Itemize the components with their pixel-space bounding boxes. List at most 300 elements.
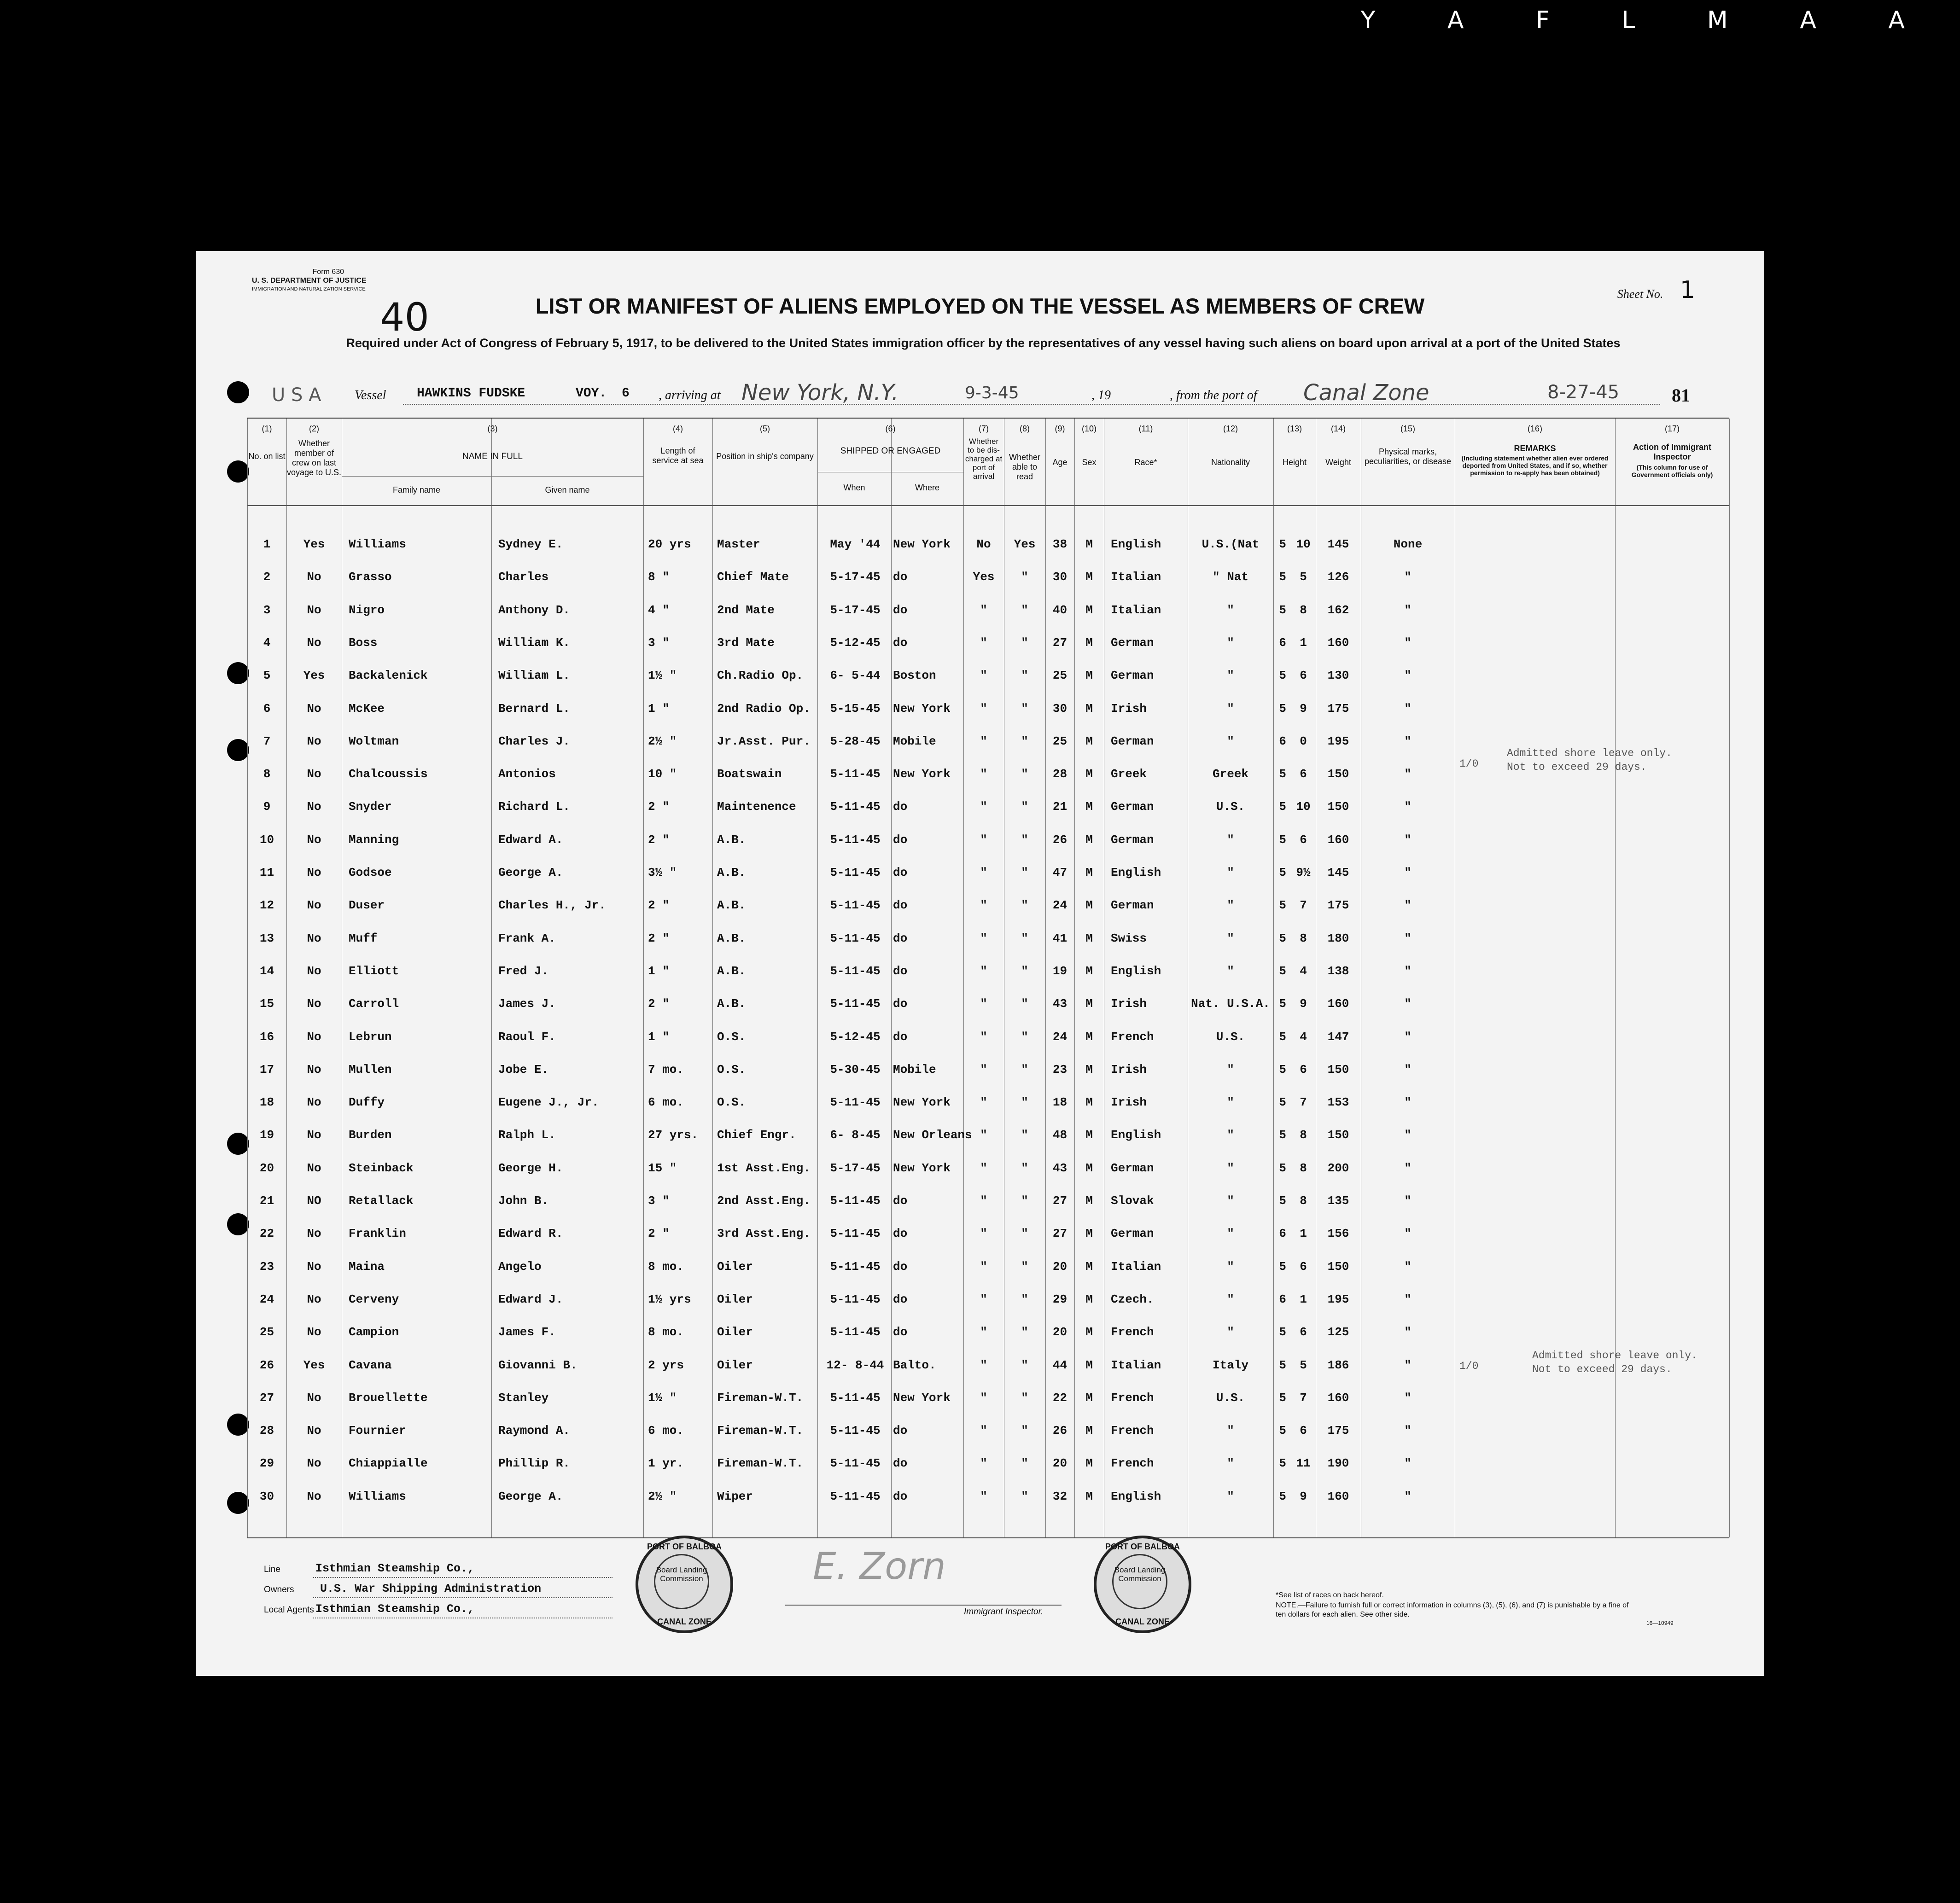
agents-label: Local Agents <box>264 1605 314 1615</box>
cell-position: 1st Asst.Eng. <box>717 1161 811 1175</box>
cell-age: 30 <box>1052 570 1068 584</box>
header-physical: Physical marks, peculiarities, or disease <box>1364 447 1452 466</box>
cell-read: Yes <box>1014 537 1036 551</box>
cell-where: New Orleans <box>893 1128 972 1142</box>
cell-length: 2 " <box>648 1227 670 1241</box>
col-num-17: (17) <box>1664 424 1680 433</box>
cell-discharged: " <box>980 866 987 879</box>
cell-age: 19 <box>1052 964 1068 978</box>
cell-read: " <box>1021 1095 1028 1110</box>
cell-sex: M <box>1085 1456 1093 1471</box>
cell-read: " <box>1021 1161 1028 1175</box>
cell-discharged: " <box>980 1456 987 1471</box>
seal-bottom: CANAL ZONE <box>657 1617 712 1626</box>
table-row <box>247 1382 1729 1414</box>
cell-member: No <box>307 832 321 847</box>
cell-physical: " <box>1404 1391 1412 1405</box>
cell-read: " <box>1021 603 1028 617</box>
cell-where: do <box>893 800 908 814</box>
cell-physical: " <box>1404 1095 1412 1110</box>
cell-discharged: " <box>980 767 987 781</box>
voyage-number: 6 <box>622 386 630 401</box>
table-row <box>247 1480 1729 1513</box>
cell-weight: 130 <box>1327 669 1349 683</box>
cell-when: 5-17-45 <box>830 570 881 584</box>
cell-read: " <box>1021 734 1028 748</box>
cell-race: French <box>1111 1456 1154 1471</box>
cell-member: No <box>307 734 321 748</box>
cell-discharged: " <box>980 669 987 683</box>
cell-position: Wiper <box>717 1489 753 1503</box>
cell-ht-in: 9½ <box>1296 866 1311 879</box>
cell-no: 1 <box>263 537 271 551</box>
cell-physical: " <box>1404 603 1412 617</box>
cell-length: 2 " <box>648 997 670 1011</box>
seal-text: PORT OF BALBOA <box>647 1542 722 1551</box>
cell-position: Master <box>717 537 760 551</box>
cell-position: A.B. <box>717 997 746 1011</box>
form-info <box>252 268 367 294</box>
cell-sex: M <box>1085 997 1093 1011</box>
cell-physical: " <box>1404 1161 1412 1175</box>
cell-family: Woltman <box>349 734 399 748</box>
cell-where: New York <box>893 701 951 716</box>
cell-when: 5-11-45 <box>830 832 881 847</box>
table-row <box>247 627 1729 659</box>
header-race: Race* <box>1134 458 1157 467</box>
cell-when: 5-11-45 <box>830 964 881 978</box>
cell-read: " <box>1021 1062 1028 1077</box>
cell-read: " <box>1021 1358 1028 1372</box>
cell-sex: M <box>1085 1161 1093 1175</box>
cell-family: Chalcoussis <box>349 767 428 781</box>
cell-discharged: " <box>980 1325 987 1339</box>
cell-discharged: " <box>980 701 987 716</box>
header-no: No. on list <box>248 452 286 461</box>
cell-given: Sydney E. <box>498 537 563 551</box>
cell-length: 1 " <box>648 701 670 716</box>
cell-ht-in: 8 <box>1300 603 1307 617</box>
departure-date: 8-27-45 <box>1547 382 1620 403</box>
cell-ht-in: 9 <box>1300 1489 1307 1503</box>
cell-nationality: U.S.(Nat <box>1202 537 1260 551</box>
col-num-8: (8) <box>1020 424 1030 433</box>
cell-weight: 125 <box>1327 1325 1349 1339</box>
cell-length: 2 " <box>648 898 670 913</box>
cell-given: William K. <box>498 635 571 650</box>
col-num-2: (2) <box>309 424 319 433</box>
cell-member: No <box>307 1259 321 1274</box>
cell-where: do <box>893 964 908 978</box>
note-text: NOTE.—Failure to furnish full or correct information in columns (3), (5), (6), and (7) is punishable by a fine of ten dollars for each alien. See other side. <box>1276 1601 1629 1618</box>
cell-position: A.B. <box>717 832 746 847</box>
cell-discharged: " <box>980 1030 987 1044</box>
cell-read: " <box>1021 1391 1028 1405</box>
punch-hole <box>227 1492 249 1514</box>
cell-nationality: " <box>1227 734 1234 748</box>
cell-discharged: " <box>980 635 987 650</box>
cell-given: William L. <box>498 669 571 683</box>
cell-discharged: " <box>980 1128 987 1142</box>
cell-ht-ft: 5 <box>1279 603 1286 617</box>
cell-family: Manning <box>349 832 399 847</box>
cell-no: 6 <box>263 701 271 716</box>
cell-read: " <box>1021 570 1028 584</box>
table-row <box>247 1349 1729 1382</box>
cell-sex: M <box>1085 931 1093 945</box>
cell-discharged: " <box>980 603 987 617</box>
cell-no: 11 <box>259 866 274 879</box>
cell-physical: " <box>1404 931 1412 945</box>
cell-when: May '44 <box>830 537 881 551</box>
page-subtitle: Required under Act of Congress of February 5, 1917, to be delivered to the United States immigration officer by the representatives of any vessel having such aliens on board upon arrival at a port of the United States <box>346 336 1621 350</box>
cell-sex: M <box>1085 1128 1093 1142</box>
cell-family: Lebrun <box>349 1030 392 1044</box>
cell-age: 18 <box>1052 1095 1068 1110</box>
cell-weight: 195 <box>1327 734 1349 748</box>
note-races: *See list of races on back hereof. <box>1276 1591 1384 1599</box>
cell-race: Irish <box>1111 997 1147 1011</box>
punch-hole <box>227 1213 249 1235</box>
cell-position: Jr.Asst. Pur. <box>717 734 811 748</box>
cell-when: 5-11-45 <box>830 931 881 945</box>
cell-member: NO <box>307 1194 321 1208</box>
cell-sex: M <box>1085 669 1093 683</box>
cell-race: German <box>1111 800 1154 814</box>
cell-position: Oiler <box>717 1292 753 1306</box>
cell-sex: M <box>1085 734 1093 748</box>
cell-position: Oiler <box>717 1325 753 1339</box>
cell-read: " <box>1021 1292 1028 1306</box>
cell-family: Burden <box>349 1128 392 1142</box>
remark-text <box>1507 746 1672 774</box>
cell-where: do <box>893 1292 908 1306</box>
cell-sex: M <box>1085 1292 1093 1306</box>
cell-position: 3rd Mate <box>717 635 775 650</box>
cell-weight: 145 <box>1327 866 1349 879</box>
cell-sex: M <box>1085 603 1093 617</box>
cell-physical: " <box>1404 1325 1412 1339</box>
cell-member: No <box>307 1161 321 1175</box>
cell-family: Cerveny <box>349 1292 399 1306</box>
cell-weight: 147 <box>1327 1030 1349 1044</box>
cell-ht-ft: 5 <box>1279 964 1286 978</box>
table-row <box>247 1414 1729 1447</box>
cell-sex: M <box>1085 1391 1093 1405</box>
crew-table <box>247 418 1729 1538</box>
cell-nationality: " <box>1227 1456 1234 1471</box>
table-row <box>247 1119 1729 1152</box>
cell-position: Boatswain <box>717 767 782 781</box>
cell-where: do <box>893 997 908 1011</box>
cell-discharged: " <box>980 1095 987 1110</box>
cell-race: German <box>1111 669 1154 683</box>
cell-given: George A. <box>498 1489 563 1503</box>
remark-line-1: Admitted shore leave only. <box>1532 1350 1698 1362</box>
cell-discharged: " <box>980 1259 987 1274</box>
cell-physical: " <box>1404 800 1412 814</box>
cell-when: 5-12-45 <box>830 635 881 650</box>
col-num-4: (4) <box>673 424 683 433</box>
cell-where: do <box>893 635 908 650</box>
department-name: U. S. DEPARTMENT OF JUSTICE <box>252 277 367 285</box>
table-row <box>247 1152 1729 1185</box>
cell-age: 27 <box>1052 1227 1068 1241</box>
cell-sex: M <box>1085 866 1093 879</box>
header-nationality: Nationality <box>1211 458 1250 467</box>
cell-nationality: Italy <box>1212 1358 1248 1372</box>
cell-where: Mobile <box>893 734 936 748</box>
arrival-date: 9-3-45 <box>965 384 1019 402</box>
table-row <box>247 1053 1729 1086</box>
page-number: 81 <box>1672 385 1690 406</box>
cell-nationality: " <box>1227 1325 1234 1339</box>
cell-given: Charles J. <box>498 734 571 748</box>
cell-ht-in: 7 <box>1300 898 1307 913</box>
cell-length: 4 " <box>648 603 670 617</box>
header-height: Height <box>1282 458 1307 467</box>
cell-age: 26 <box>1052 1424 1068 1438</box>
cell-no: 7 <box>263 734 271 748</box>
cell-when: 5-30-45 <box>830 1062 881 1077</box>
cell-weight: 175 <box>1327 1424 1349 1438</box>
cell-nationality: " <box>1227 635 1234 650</box>
cell-when: 5-28-45 <box>830 734 881 748</box>
cell-when: 12- 8-44 <box>826 1358 884 1372</box>
cell-given: Anthony D. <box>498 603 571 617</box>
cell-length: 20 yrs <box>648 537 691 551</box>
cell-given: John B. <box>498 1194 549 1208</box>
col-num-10: (10) <box>1081 424 1097 433</box>
cell-physical: " <box>1404 1259 1412 1274</box>
seal-text: PORT OF BALBOA <box>1105 1542 1180 1551</box>
header-when: When <box>843 483 865 492</box>
cell-position: Oiler <box>717 1259 753 1274</box>
cell-sex: M <box>1085 898 1093 913</box>
cell-race: English <box>1111 964 1161 978</box>
cell-length: 2 " <box>648 832 670 847</box>
cell-length: 3 " <box>648 1194 670 1208</box>
cell-when: 5-17-45 <box>830 603 881 617</box>
cell-when: 5-11-45 <box>830 1489 881 1503</box>
cell-race: Swiss <box>1111 931 1147 945</box>
cell-no: 15 <box>259 997 274 1011</box>
cell-member: No <box>307 1128 321 1142</box>
cell-physical: " <box>1404 832 1412 847</box>
cell-age: 27 <box>1052 635 1068 650</box>
cell-race: Irish <box>1111 1062 1147 1077</box>
cell-when: 5-15-45 <box>830 701 881 716</box>
cell-nationality: " <box>1227 898 1234 913</box>
cell-ht-ft: 5 <box>1279 1325 1286 1339</box>
manifest-page <box>196 251 1764 1676</box>
header-sex: Sex <box>1082 458 1097 467</box>
cell-discharged: " <box>980 997 987 1011</box>
cell-where: Boston <box>893 669 936 683</box>
cell-member: No <box>307 767 321 781</box>
cell-no: 2 <box>263 570 271 584</box>
cell-age: 44 <box>1052 1358 1068 1372</box>
table-row <box>247 1251 1729 1283</box>
cell-age: 21 <box>1052 800 1068 814</box>
cell-read: " <box>1021 1128 1028 1142</box>
cell-discharged: " <box>980 898 987 913</box>
cell-ht-in: 8 <box>1300 1194 1307 1208</box>
cell-given: Charles H., Jr. <box>498 898 607 913</box>
cell-when: 5-11-45 <box>830 898 881 913</box>
cell-no: 28 <box>259 1424 274 1438</box>
cell-family: Grasso <box>349 570 392 584</box>
cell-discharged: Yes <box>973 570 995 584</box>
cell-length: 1 " <box>648 1030 670 1044</box>
cell-ht-ft: 5 <box>1279 1128 1286 1142</box>
cell-weight: 175 <box>1327 898 1349 913</box>
cell-age: 24 <box>1052 1030 1068 1044</box>
cell-nationality: Greek <box>1212 767 1248 781</box>
cell-member: No <box>307 964 321 978</box>
cell-read: " <box>1021 997 1028 1011</box>
cell-length: 2 " <box>648 931 670 945</box>
cell-age: 32 <box>1052 1489 1068 1503</box>
cell-physical: " <box>1404 767 1412 781</box>
table-row <box>247 1217 1729 1250</box>
table-row <box>247 856 1729 889</box>
cell-when: 5-11-45 <box>830 866 881 879</box>
cell-physical: " <box>1404 1194 1412 1208</box>
from-port-label: , from the port of <box>1170 388 1257 402</box>
cell-when: 5-11-45 <box>830 1391 881 1405</box>
port-seal <box>636 1536 733 1633</box>
col-num-5: (5) <box>760 424 770 433</box>
cell-nationality: U.S. <box>1216 800 1245 814</box>
cell-read: " <box>1021 669 1028 683</box>
table-row <box>247 824 1729 856</box>
cell-position: Chief Mate <box>717 570 789 584</box>
cell-length: 3½ " <box>648 866 677 879</box>
cell-ht-ft: 5 <box>1279 669 1286 683</box>
cell-race: German <box>1111 832 1154 847</box>
cell-age: 47 <box>1052 866 1068 879</box>
cell-when: 5-17-45 <box>830 1161 881 1175</box>
cell-discharged: " <box>980 1292 987 1306</box>
table-row <box>247 1021 1729 1053</box>
table-row <box>247 1447 1729 1480</box>
cell-nationality: " <box>1227 1489 1234 1503</box>
cell-nationality: " Nat <box>1212 570 1248 584</box>
cell-age: 30 <box>1052 701 1068 716</box>
header-remarks: REMARKS <box>1514 444 1556 453</box>
cell-physical: " <box>1404 635 1412 650</box>
cell-when: 5-11-45 <box>830 1259 881 1274</box>
cell-nationality: " <box>1227 931 1234 945</box>
cell-weight: 160 <box>1327 997 1349 1011</box>
cell-sex: M <box>1085 800 1093 814</box>
cell-weight: 160 <box>1327 635 1349 650</box>
cell-ht-in: 6 <box>1300 1062 1307 1077</box>
header-length: Length of service at sea <box>652 446 704 465</box>
cell-age: 27 <box>1052 1194 1068 1208</box>
cell-where: do <box>893 603 908 617</box>
cell-ht-in: 0 <box>1300 734 1307 748</box>
cell-given: Eugene J., Jr. <box>498 1095 599 1110</box>
cell-no: 21 <box>259 1194 274 1208</box>
cell-family: McKee <box>349 701 385 716</box>
cell-age: 43 <box>1052 997 1068 1011</box>
agents-value: Isthmian Steamship Co., <box>315 1602 475 1616</box>
header-age: Age <box>1052 458 1068 467</box>
cell-member: No <box>307 931 321 945</box>
table-row <box>247 659 1729 692</box>
cell-read: " <box>1021 866 1028 879</box>
header-weight: Weight <box>1325 458 1351 467</box>
cell-ht-ft: 5 <box>1279 1456 1286 1471</box>
cell-no: 17 <box>259 1062 274 1077</box>
cell-age: 25 <box>1052 734 1068 748</box>
cell-where: do <box>893 931 908 945</box>
cell-given: George A. <box>498 866 563 879</box>
cell-ht-ft: 5 <box>1279 1030 1286 1044</box>
cell-member: Yes <box>303 537 325 551</box>
cell-position: 2nd Radio Op. <box>717 701 811 716</box>
cell-race: French <box>1111 1424 1154 1438</box>
cell-weight: 160 <box>1327 832 1349 847</box>
cell-ht-ft: 5 <box>1279 1358 1286 1372</box>
cell-no: 14 <box>259 964 274 978</box>
table-row <box>247 594 1729 627</box>
cell-given: Giovanni B. <box>498 1358 578 1372</box>
cell-weight: 190 <box>1327 1456 1349 1471</box>
cell-given: Charles <box>498 570 549 584</box>
cell-position: Fireman-W.T. <box>717 1424 804 1438</box>
table-row <box>247 1316 1729 1349</box>
cell-when: 5-11-45 <box>830 1095 881 1110</box>
header-given-name: Given name <box>545 485 590 495</box>
cell-given: Richard L. <box>498 800 571 814</box>
cell-weight: 153 <box>1327 1095 1349 1110</box>
cell-family: Cavana <box>349 1358 392 1372</box>
cell-weight: 162 <box>1327 603 1349 617</box>
cell-ht-ft: 6 <box>1279 734 1286 748</box>
cell-age: 25 <box>1052 669 1068 683</box>
cell-when: 5-12-45 <box>830 1030 881 1044</box>
cell-member: No <box>307 570 321 584</box>
cell-weight: 156 <box>1327 1227 1349 1241</box>
cell-physical: " <box>1404 669 1412 683</box>
seal-inner: Board Landing Commission <box>1112 1554 1167 1609</box>
cell-no: 19 <box>259 1128 274 1142</box>
cell-discharged: " <box>980 1424 987 1438</box>
col-num-1: (1) <box>262 424 272 433</box>
table-row <box>247 955 1729 988</box>
header-member: Whether member of crew on last voyage to U.S. <box>286 439 342 477</box>
cell-read: " <box>1021 1030 1028 1044</box>
header-action-note: (This column for use of Government officials only) <box>1631 464 1713 478</box>
page-title: LIST OR MANIFEST OF ALIENS EMPLOYED ON THE VESSEL AS MEMBERS OF CREW <box>535 294 1425 318</box>
cell-weight: 145 <box>1327 537 1349 551</box>
cell-weight: 135 <box>1327 1194 1349 1208</box>
cell-nationality: " <box>1227 1227 1234 1241</box>
cell-nationality: " <box>1227 669 1234 683</box>
cell-length: 1½ yrs <box>648 1292 691 1306</box>
col-num-11: (11) <box>1138 424 1153 433</box>
cell-when: 5-11-45 <box>830 800 881 814</box>
cell-where: Mobile <box>893 1062 936 1077</box>
cell-age: 41 <box>1052 931 1068 945</box>
cell-age: 22 <box>1052 1391 1068 1405</box>
cell-ht-ft: 5 <box>1279 570 1286 584</box>
cell-where: do <box>893 1194 908 1208</box>
cell-physical: " <box>1404 1062 1412 1077</box>
